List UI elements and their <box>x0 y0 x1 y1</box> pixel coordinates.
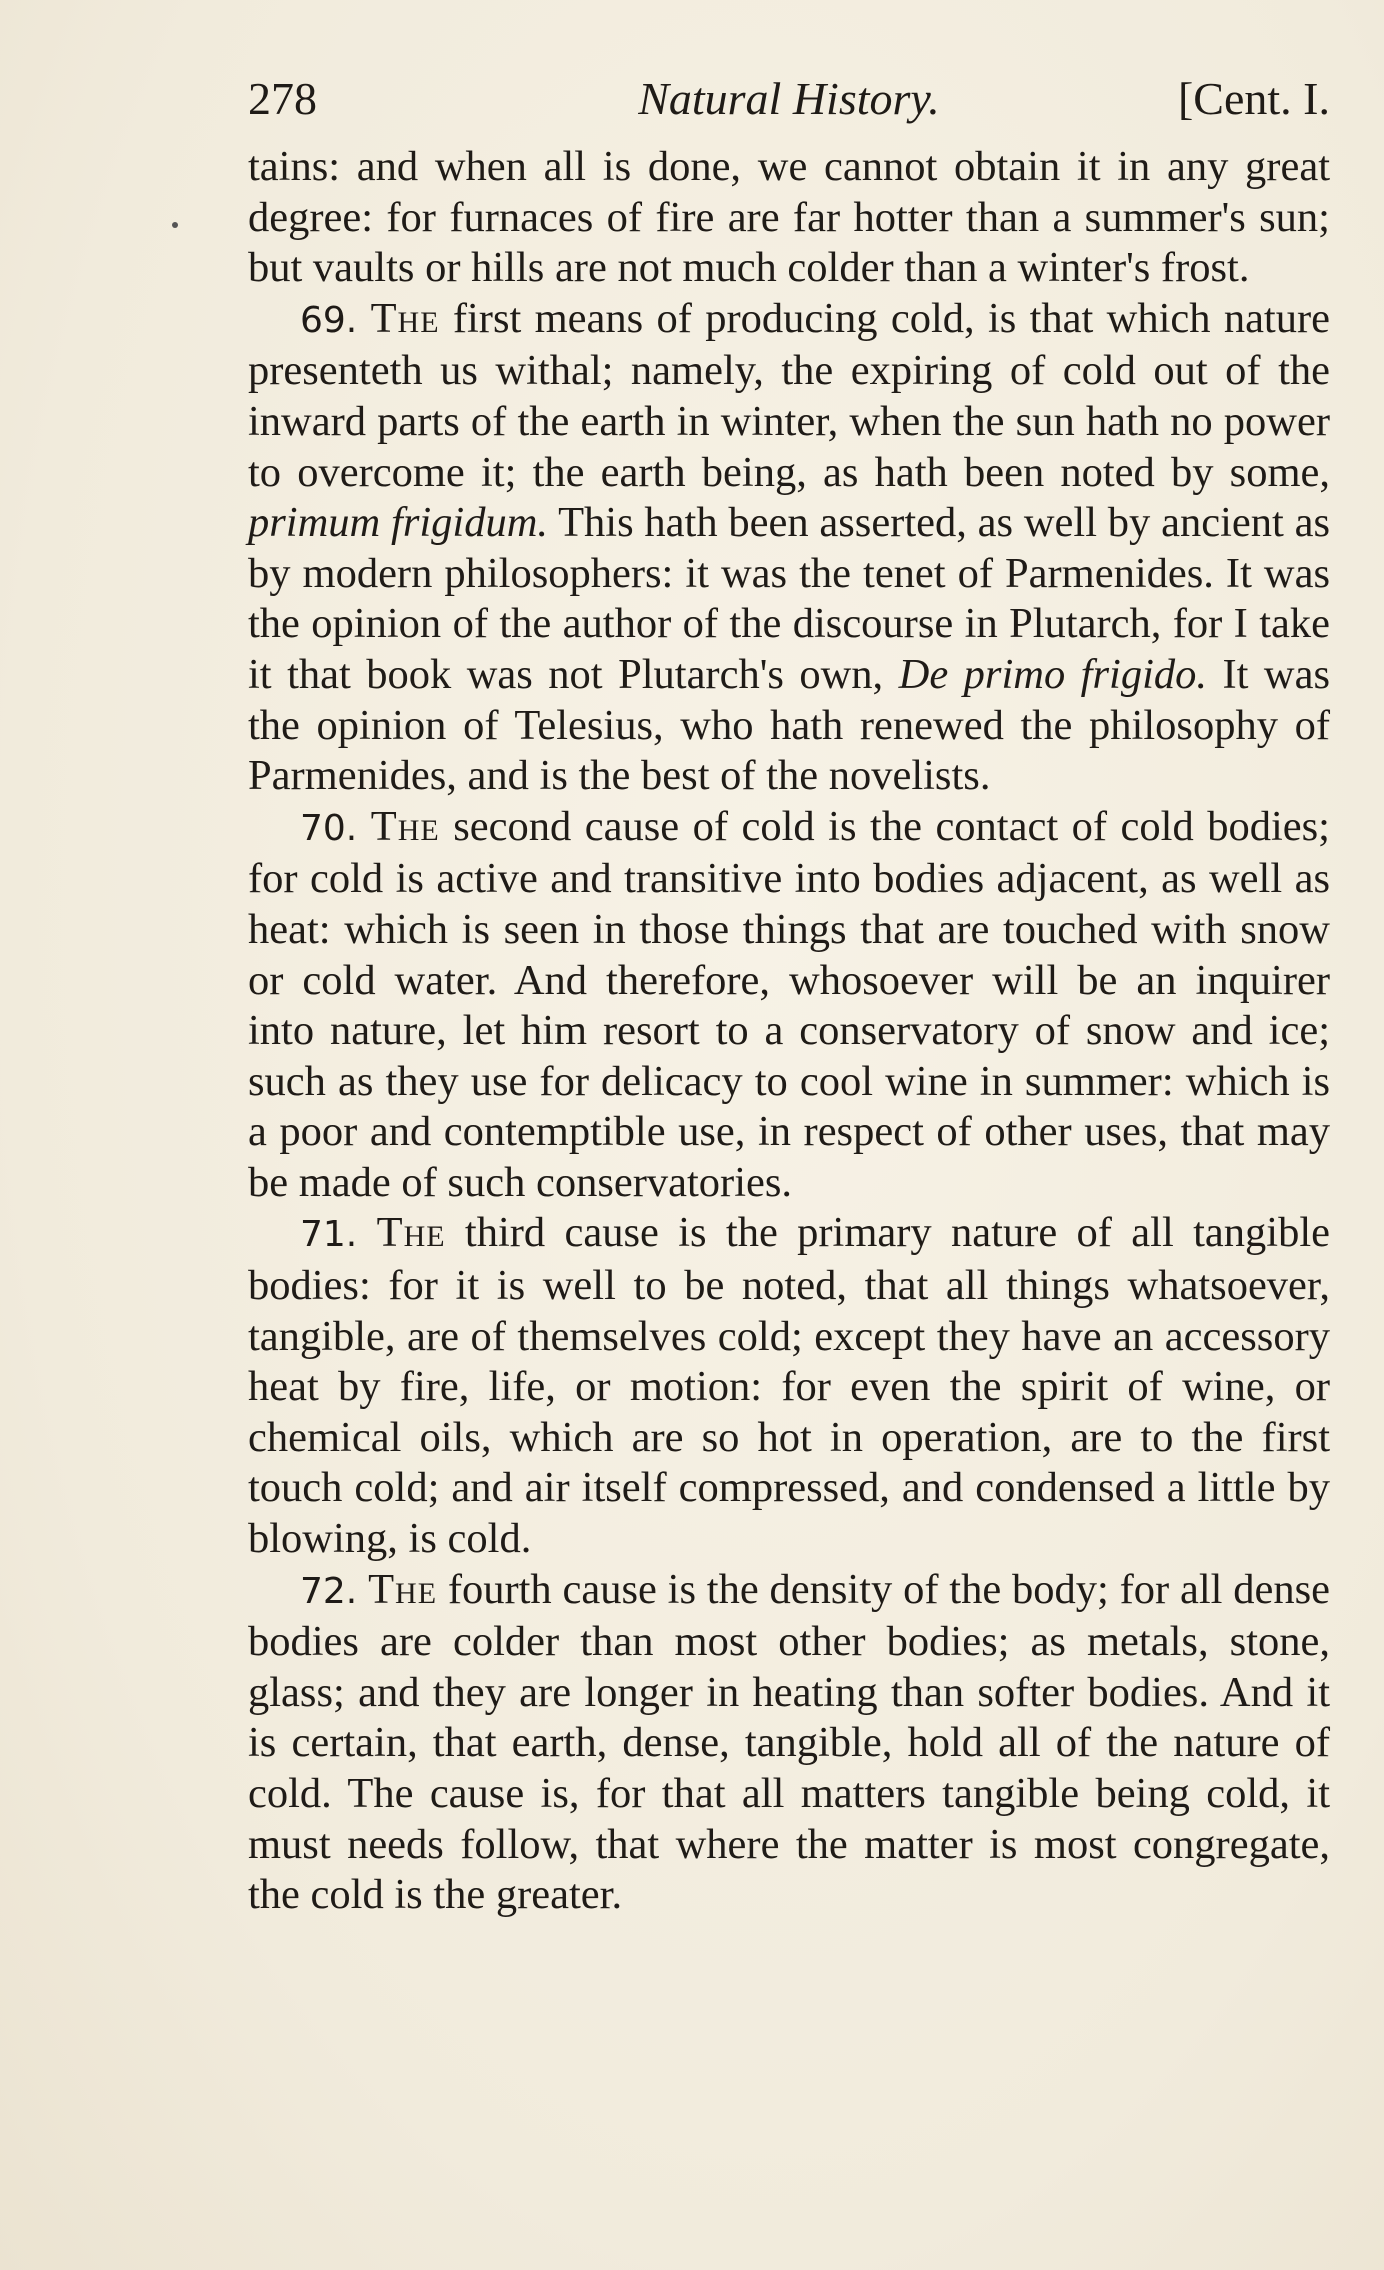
paragraph-continuation: tains: and when all is done, we cannot obtain it in any great degree: for furnaces of fire are far hotter than a summer's sun; but vaults or hills are not much colder than a winter's frost. <box>248 143 1330 292</box>
paragraph-70: 70. The second cause of cold is the contact of cold bodies; for cold is active and transitive into bodies adjacent, as well as heat: which is seen in those things that are touched with snow or cold water. And therefore, whosoever will be an inquirer into nature, let him resort to a conservatory of snow and ice; such as they use for delicacy to cool wine in summer: which is a poor and contemptible use, in respect of other uses, that may be made of such conservatories. <box>248 802 1330 1206</box>
paragraph-lead: The <box>368 1565 438 1613</box>
paragraph-number: 72. <box>300 1570 358 1612</box>
section-marker: [Cent. I. <box>1177 73 1330 124</box>
paragraph-71: 71. The third cause is the primary nature of all tangible bodies: for it is well to be noted, that all things whatsoever, tangible, are of themselves cold; except they have an accessory heat by fire, life, or motion: for even the spirit of wine, or chemical oils, which are so hot in operation, are to the first touch cold; and air itself compressed, and condensed a little by blowing, is cold. <box>248 1209 1330 1563</box>
page-body <box>248 142 1330 1921</box>
paragraph-lead: The <box>376 1209 446 1257</box>
page-number: 278 <box>248 73 317 124</box>
book-title: De primo frigido. <box>898 650 1207 698</box>
paragraph-72: 72. The fourth cause is the density of the body; for all dense bodies are colder than most other bodies; as metals, stone, glass; and they are longer in heating than softer bodies. And it is certain, that earth, dense, tangible, hold all of the nature of cold. The cause is, for that all matters tangible being cold, it must needs follow, that where the matter is most congregate, the cold is the greater. <box>248 1565 1330 1919</box>
paragraph-number: 69. <box>300 299 358 341</box>
running-title: Natural History. <box>638 73 940 124</box>
latin-phrase: primum frigidum. <box>248 499 549 547</box>
page-header <box>248 62 1330 132</box>
paragraph-number: 70. <box>300 807 358 849</box>
paragraph-number: 71. <box>300 1214 358 1256</box>
paragraph-lead: The <box>370 802 440 850</box>
paragraph-69: 69. The first means of producing cold, is that which nature presenteth us withal; namely, the expiring of cold out of the inward parts of the earth in winter, when the sun hath no power to overcome it; the earth being, as hath been noted by some, primum frigidum. This hath been asserted, as well by ancient as by modern philosophers: it was the tenet of Parmenides. It was the opinion of the author of the discourse in Plutarch, for I take it that book was not Plutarch's own, De primo frigido. It was the opinion of Telesius, who hath renewed the philosophy of Parmenides, and is the best of the novelists. <box>248 294 1331 800</box>
ink-speck <box>172 222 178 228</box>
paragraph-lead: The <box>370 294 440 342</box>
